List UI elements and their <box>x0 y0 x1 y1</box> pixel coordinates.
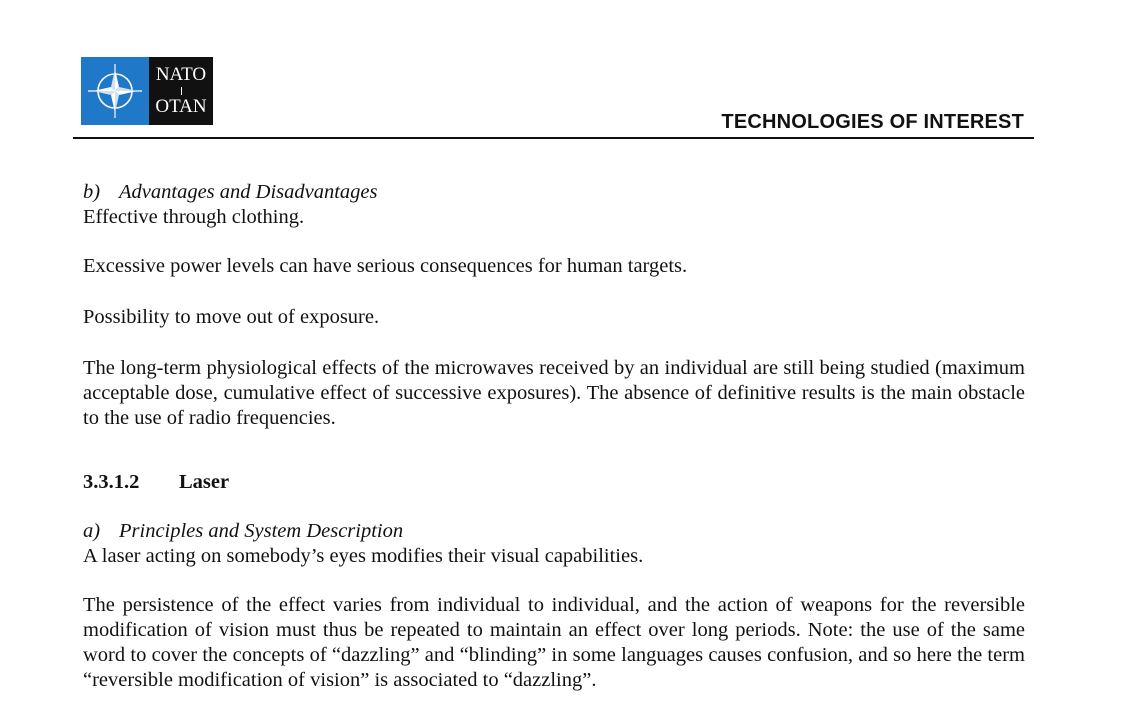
subheading-label: a) <box>83 520 101 542</box>
section-heading-laser <box>83 470 1025 495</box>
subheading-title: Principles and System Description <box>119 520 404 542</box>
subheading-title: Advantages and Disadvantages <box>119 181 378 203</box>
header-title: TECHNOLOGIES OF INTEREST <box>721 111 1024 133</box>
nato-logo <box>81 57 213 125</box>
paragraph-laser-eyes: A laser acting on somebody’s eyes modifies their visual capabilities. <box>83 545 644 567</box>
logo-nato-text: NATO <box>155 64 207 85</box>
nato-wordmark <box>149 57 213 125</box>
nato-compass-icon <box>81 57 149 125</box>
paragraph-long-term-effects: The long-term physiological effects of the microwaves received by an individual are still being studied (maximum acceptable dose, cumulative effect of successive exposures). The absence of definitive results is the main obstacle to the use of radio frequencies. <box>83 357 1025 429</box>
subheading-advantages <box>83 180 1025 205</box>
header-rule <box>73 137 1034 139</box>
paragraph-exposure: Possibility to move out of exposure. <box>83 306 380 328</box>
subheading-principles <box>83 519 1025 544</box>
logo-separator <box>181 87 182 95</box>
section-title: Laser <box>179 471 230 493</box>
paragraph-persistence: The persistence of the effect varies from individual to individual, and the action of weapons for the reversible modification of vision must thus be repeated to maintain an effect over long periods. Note: the use of the same word to cover the concepts of “dazzling” and “blinding” in some languages causes confusion, and so here the term “reversible modification of vision” is associated to “dazzling”. <box>83 594 1025 691</box>
paragraph-clothing: Effective through clothing. <box>83 206 305 228</box>
section-number: 3.3.1.2 <box>83 471 140 493</box>
logo-otan-text: OTAN <box>155 96 207 117</box>
subheading-label: b) <box>83 181 101 203</box>
paragraph-power-levels: Excessive power levels can have serious consequences for human targets. <box>83 255 688 277</box>
document-body <box>83 180 1025 693</box>
